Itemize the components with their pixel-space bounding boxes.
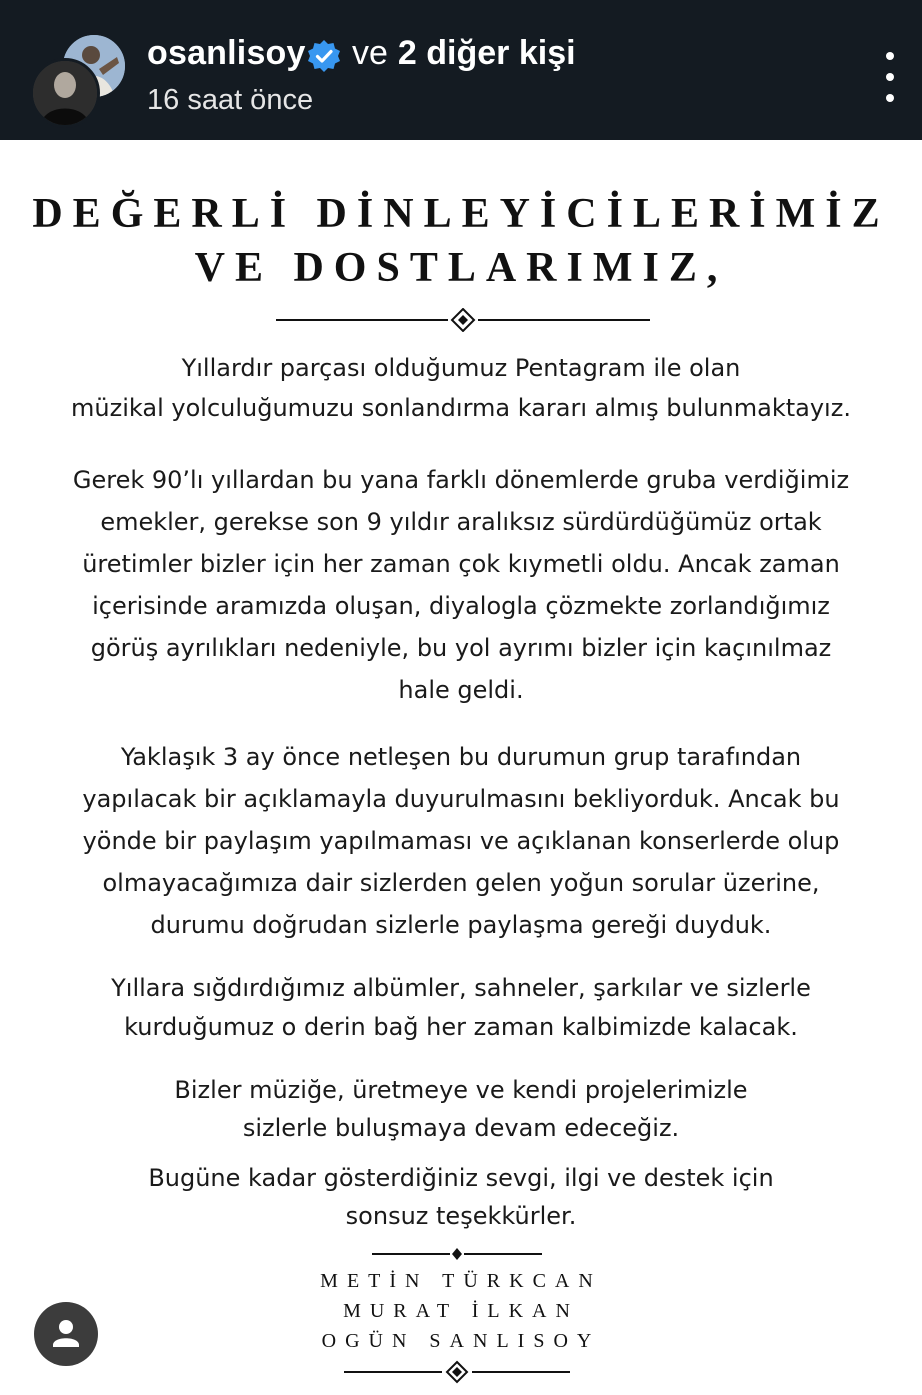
user-avatar[interactable] [30, 58, 100, 128]
signature-top-divider-icon [372, 1247, 542, 1261]
paragraph-5 [40, 1071, 882, 1147]
username[interactable]: osanlisoy [147, 34, 306, 72]
paragraph-line: sizlerle buluşmaya devam edeceğiz. [242, 1114, 680, 1142]
others-count: 2 diğer kişi [397, 34, 576, 72]
paragraph-line: Yıllara sığdırdığımız albümler, sahneler, şarkılar ve sizlerle [111, 974, 811, 1002]
post-image-letter [0, 140, 922, 1395]
paragraph-line: içerisinde aramızda oluşan, diyalogla çözmekte zorlandığımız [92, 592, 830, 620]
paragraph-3 [40, 736, 882, 946]
signature-bottom-divider-icon [344, 1360, 570, 1384]
post-header [0, 0, 922, 140]
post-timestamp: 16 saat önce [147, 84, 314, 116]
signature-name: METİN TÜRKCAN [320, 1270, 602, 1292]
paragraph-line: görüş ayrılıkları nedeniyle, bu yol ayrımı bizler için kaçınılmaz [90, 634, 832, 662]
paragraph-2 [40, 459, 882, 711]
paragraph-line: Gerek 90’lı yıllardan bu yana farklı dönemlerde gruba verdiğimiz [72, 466, 850, 494]
paragraph-line: yapılacak bir açıklamayla duyurulmasını bekliyorduk. Ancak bu [82, 785, 840, 813]
paragraph-line: sonsuz teşekkürler. [345, 1202, 577, 1230]
paragraph-line: müzikal yolculuğumuzu sonlandırma kararı almış bulunmaktayız. [71, 394, 851, 422]
collaborators-link[interactable] [352, 34, 576, 73]
paragraph-4 [40, 969, 882, 1047]
paragraph-line: Yıllardır parçası olduğumuz Pentagram ile olan [181, 354, 741, 382]
signature-name: MURAT İLKAN [343, 1300, 579, 1322]
paragraph-line: emekler, gerekse son 9 yıldır aralıksız sürdürdüğümüz ortak [100, 508, 822, 536]
others-conjunction: ve [352, 34, 388, 72]
paragraph-line: durumu doğrudan sizlerle paylaşma gereği duyduk. [150, 911, 772, 939]
signature-name: OGÜN SANLISOY [321, 1330, 601, 1352]
paragraph-line: Bizler müziğe, üretmeye ve kendi projelerimizle [174, 1076, 748, 1104]
verified-badge-icon [306, 38, 342, 74]
letter-title-line1: DEĞERLİ DİNLEYİCİLERİMİZ [32, 191, 890, 237]
paragraph-line: kurduğumuz o derin bağ her zaman kalbimizde kalacak. [124, 1013, 798, 1041]
paragraph-line: üretimler bizler için her zaman çok kıymetli oldu. Ancak zaman [82, 550, 840, 578]
paragraph-line: Bugüne kadar gösterdiğiniz sevgi, ilgi ve destek için [148, 1164, 774, 1192]
paragraph-1 [40, 348, 882, 428]
paragraph-line: olmayacağımıza dair sizlerden gelen yoğun sorular üzerine, [102, 869, 820, 897]
paragraph-line: yönde bir paylaşım yapılmaması ve açıklanan konserlerde olup [82, 827, 840, 855]
paragraph-6 [40, 1159, 882, 1235]
more-vertical-icon[interactable] [872, 52, 908, 102]
avatar-image [33, 61, 97, 125]
person-icon [34, 1302, 98, 1366]
profile-tag-button[interactable] [34, 1302, 98, 1366]
paragraph-line: hale geldi. [398, 676, 524, 704]
paragraph-line: Yaklaşık 3 ay önce netleşen bu durumun grup tarafından [120, 743, 802, 771]
letter-title-line2: VE DOSTLARIMIZ, [194, 245, 728, 291]
ornament-divider-icon [276, 308, 650, 332]
